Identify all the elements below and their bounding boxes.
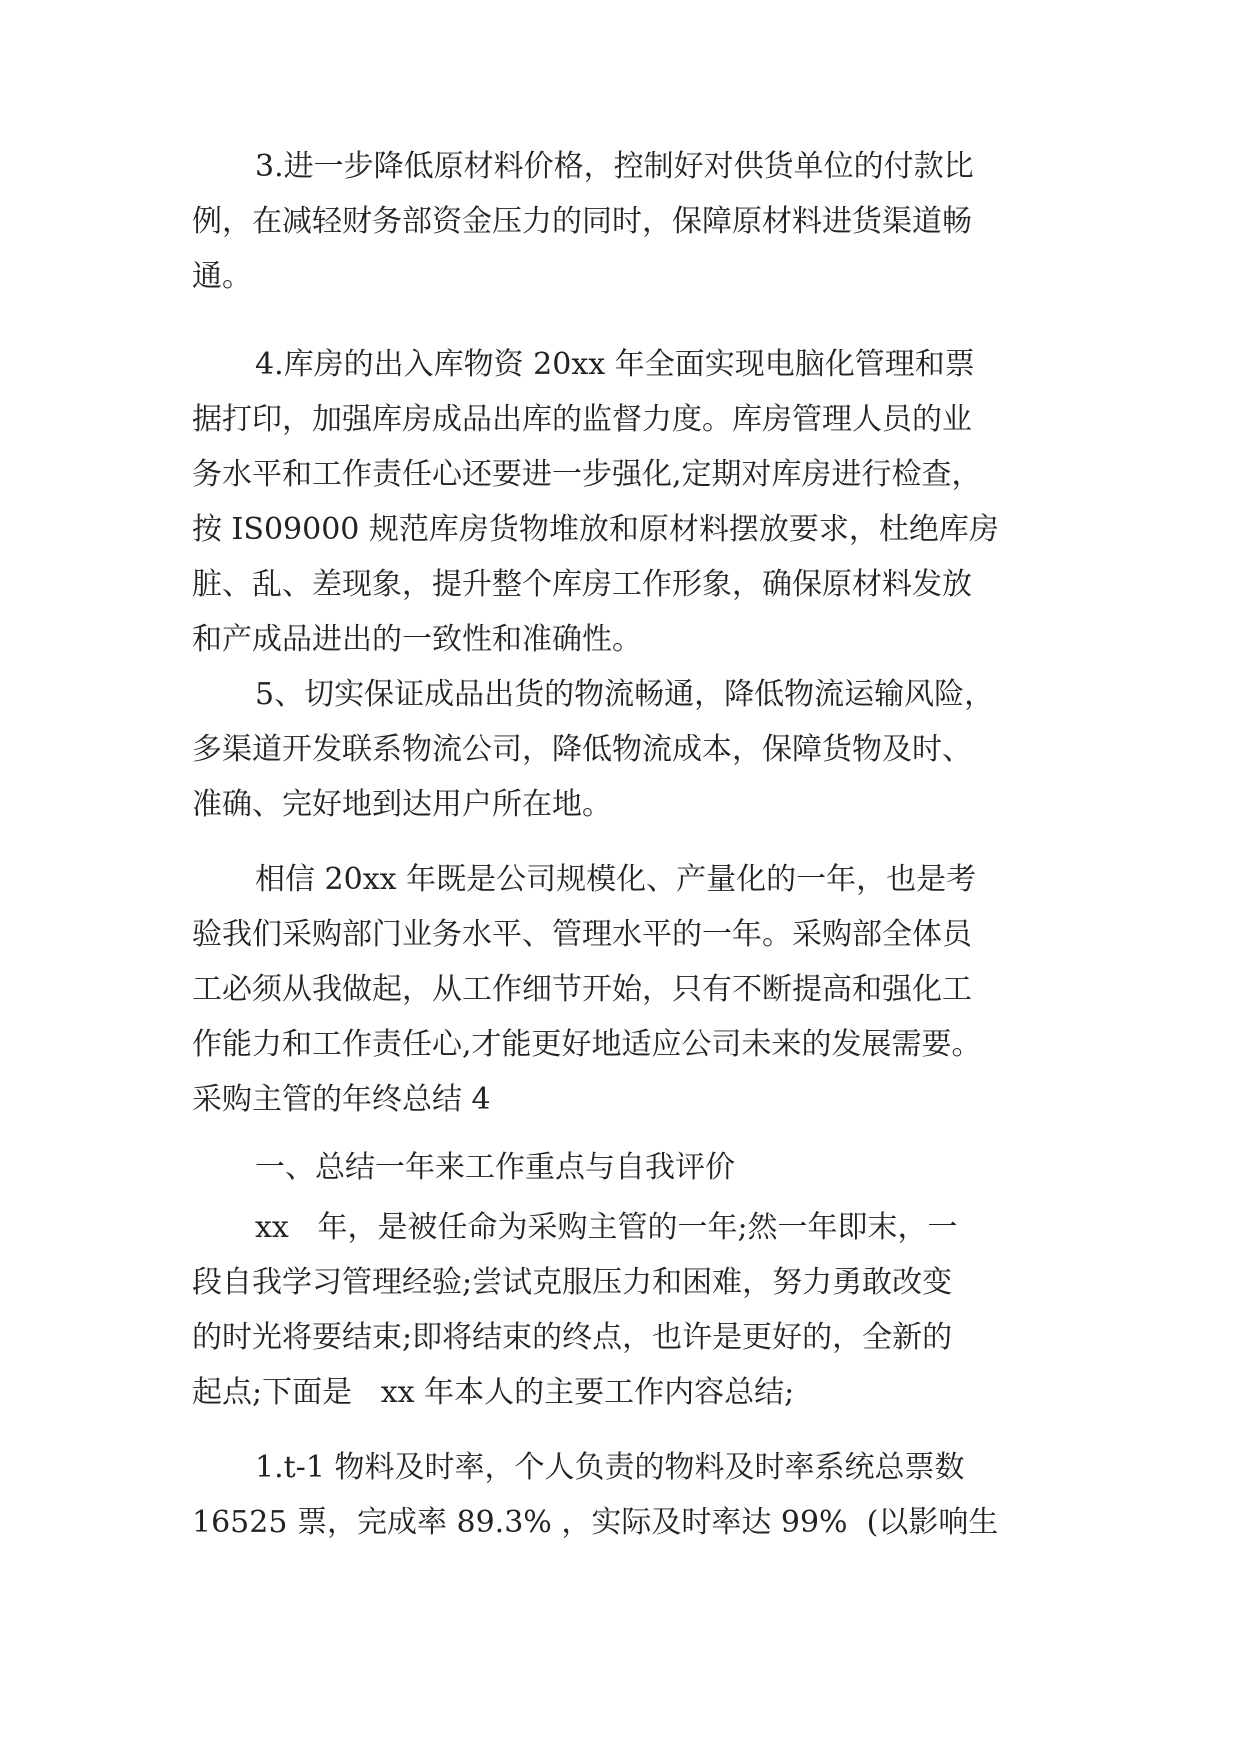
text-line: 例，在减轻财务部资金压力的同时，保障原材料进货渠道畅 [192, 204, 972, 239]
text-line: 16525 票，完成率 89.3% ，实际及时率达 99% (以影响生 [192, 1505, 999, 1540]
text-line: 工必须从我做起，从工作细节开始，只有不断提高和强化工 [192, 972, 972, 1007]
text-line: 4.库房的出入库物资 20xx 年全面实现电脑化管理和票 [255, 347, 975, 382]
text-line: 按 IS09000 规范库房货物堆放和原材料摆放要求，杜绝库房 [192, 512, 999, 547]
text-line: 的时光将要结束;即将结束的终点，也许是更好的，全新的 [192, 1320, 953, 1355]
text-line: 和产成品进出的一致性和准确性。 [192, 622, 642, 657]
text-line: 相信 20xx 年既是公司规模化、产量化的一年，也是考 [255, 862, 977, 897]
text-line: 通。 [192, 259, 252, 294]
text-line: xx 年，是被任命为采购主管的一年;然一年即末，一 [255, 1210, 958, 1245]
text-line: 验我们采购部门业务水平、管理水平的一年。采购部全体员 [192, 917, 972, 952]
text-line: 务水平和工作责任心还要进一步强化,定期对库房进行检查， [192, 457, 982, 492]
text-line: 3.进一步降低原材料价格，控制好对供货单位的付款比 [255, 149, 974, 184]
text-line: 作能力和工作责任心,才能更好地适应公司未来的发展需要。 [192, 1027, 982, 1062]
text-line: 多渠道开发联系物流公司，降低物流成本，保障货物及时、 [192, 732, 972, 767]
text-line: 脏、乱、差现象，提升整个库房工作形象，确保原材料发放 [192, 567, 972, 602]
text-line: 5、切实保证成品出货的物流畅通，降低物流运输风险， [255, 677, 995, 712]
text-line: 段自我学习管理经验;尝试克服压力和困难，努力勇敢改变 [192, 1265, 953, 1300]
text-line: 据打印，加强库房成品出库的监督力度。库房管理人员的业 [192, 402, 972, 437]
text-line: 准确、完好地到达用户所在地。 [192, 787, 612, 822]
text-line: 1.t-1 物料及时率，个人负责的物料及时率系统总票数 [255, 1450, 965, 1485]
section-heading: 采购主管的年终总结 4 [192, 1082, 491, 1117]
subsection-heading: 一、总结一年来工作重点与自我评价 [255, 1150, 735, 1185]
text-line: 起点;下面是 xx 年本人的主要工作内容总结; [192, 1375, 795, 1410]
